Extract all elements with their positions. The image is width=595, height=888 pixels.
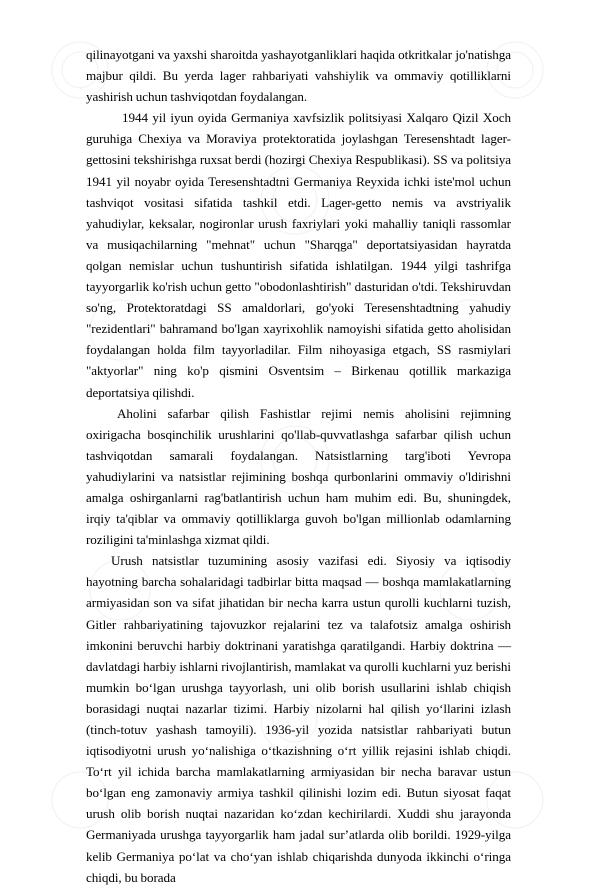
document-page bbox=[86, 44, 511, 888]
paragraph-4: Urush natsistlar tuzumining asosiy vazifasi edi. Siyosiy va iqtisodiy hayotning barcha sohalaridagi tadbirlar bitta maqsad — boshqa mamlakatlarning armiyasidan son va sifat jihatidan bir necha karra ustun qurolli kuchlarni tuzish, Gitler rahbariyatining tajovuzkor rejalarini tez va talafotsiz amalga oshirish imkonini beruvchi harbiy doktrinani yaratishga qaratilgandi. Harbiy doktrina — davlatdagi harbiy ishlarni rivojlantirish, mamlakat va qurolli kuchlarni yuz berishi mumkin boʻlgan urushga tayyorlash, uni olib borish usullarini ishlab chiqish borasidagi nuqtai nazarlar tizimi. Harbiy nizolarni hal qilish yoʻllarini izlash (tinch-totuv yashash tamoyili). 1936-yil yozida natsistlar rahbariyati butun iqtisodiyotni urush yoʻnalishiga oʻtkazishning oʻrt yillik rejasini ishlab chiqdi. Toʻrt yil ichida barcha mamlakatlarning armiyasidan bir necha baravar ustun boʻlgan eng zamonaviy armiya tashkil qilinishi lozim edi. Butun siyosat faqat urush olib borish nuqtai nazaridan koʻzdan kechirilardi. Xuddi shu jarayonda Germaniyada urushga tayyorgarlik ham jadal surʼatlarda olib borildi. 1929-yilga kelib Germaniya poʻlat va choʻyan ishlab chiqarishda dunyoda ikkinchi oʻringa chiqdi, bu borada bbox=[86, 553, 511, 885]
paragraph-2: 1944 yil iyun oyida Germaniya xavfsizlik politsiyasi Xalqaro Qizil Xoch guruhiga Chexiya va Moraviya protektoratida joylashgan Teresenshtadt lager-gettosini tekshirishga ruxsat berdi (hozirgi Chexiya Respublikasi). SS va politsiya 1941 yil noyabr oyida Teresenshtadtni Germaniya Reyxida ichki iste'mol uchun tashviqot vositasi sifatida tashkil etdi. Lager-getto nemis va avstriyalik yahudiylar, keksalar, nogironlar urush faxriylari yoki mahalliy taniqli rassomlar va musiqachilarning "mehnat" uchun "Sharqga" deportatsiyasidan hayratda qolgan nemislar uchun tushuntirish sifatida ishlatilgan. 1944 yilgi tashrifga tayyorgarlik ko'rish uchun getto "obodonlashtirish" dasturidan o'tdi. Tekshiruvdan so'ng, Protektoratdagi SS amaldorlari, go'yoki Teresenshtadtning yahudiy "rezidentlari" bahramand bo'lgan xayrixohlik namoyishi sifatida getto aholisidan foydalangan holda film tayyorladilar. Film nihoyasiga etgach, SS rasmiylari "aktyorlar" ning ko'p qismini Osventsim – Birkenau qotillik markaziga deportatsiya qilishdi. bbox=[86, 110, 511, 400]
paragraph-3: Aholini safarbar qilish Fashistlar rejimi nemis aholisini rejimning oxirigacha bosqinchilik urushlarini qo'llab-quvvatlashga safarbar qilish uchun tashviqotdan samarali foydalangan. Natsistlarning targ'iboti Yevropa yahudiylarini va natsistlar rejimining boshqa qurbonlarini ommaviy o'ldirishni amalga oshirganlarni rag'batlantirish uchun ham muhim edi. Bu, shuningdek, irqiy ta'qiblar va ommaviy qotilliklarga guvoh bo'lgan millionlab odamlarning roziligini ta'minlashga xizmat qildi. bbox=[86, 405, 511, 548]
paragraph-1: qilinayotgani va yaxshi sharoitda yashayotganliklari haqida otkritkalar jo'natishga majbur qildi. Bu yerda lager rahbariyati vahshiylik va ommaviy qotilliklarni yashirish uchun tashviqotdan foydalangan. bbox=[86, 47, 511, 105]
